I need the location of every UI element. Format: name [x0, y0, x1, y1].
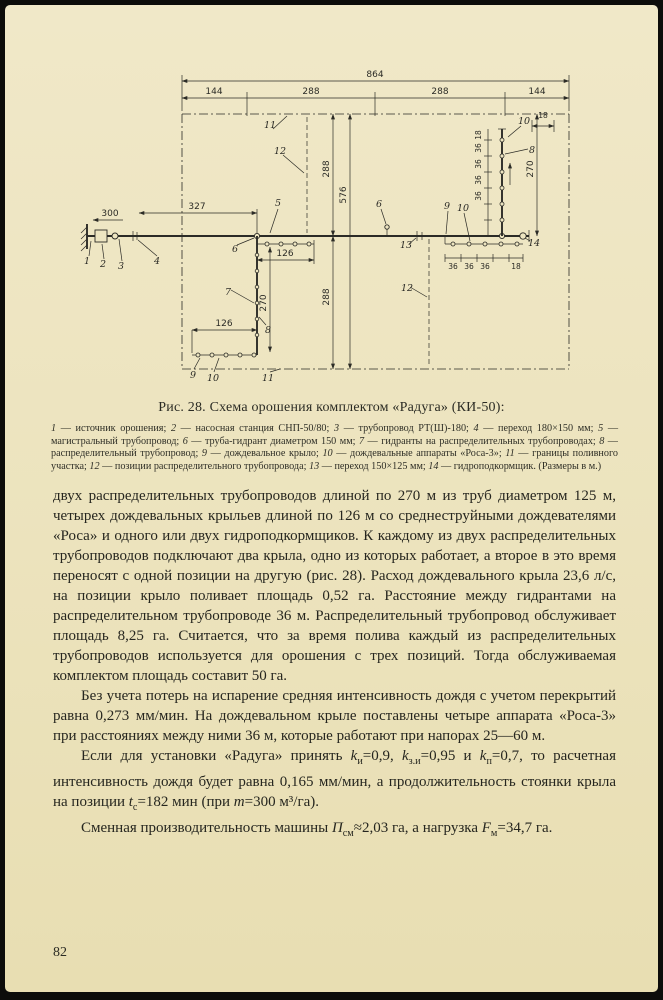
callout-12: 12 [400, 283, 414, 294]
dim-total-width: 864 [366, 70, 384, 80]
dimension-lines-right-lateral [474, 129, 492, 236]
dim-segment: 288 [431, 87, 449, 97]
dim-inlet: 300 [101, 209, 119, 219]
dim-segment: 288 [302, 87, 320, 97]
paragraph-4: Сменная производительность машины $П_{см}\approx 2,03$ га, а нагрузка $F_м=34,7$ га. [81, 820, 553, 840]
sprinkler-wing-right [445, 236, 523, 246]
callout-14: 14 [527, 238, 541, 249]
page-number: 82 [53, 945, 67, 960]
dim-left-upper: 288 [322, 160, 332, 178]
dim-full-height: 576 [339, 186, 349, 204]
dimension-lines-left [93, 202, 257, 233]
dim-left-lower: 288 [322, 288, 332, 306]
dim-right-height: 270 [526, 160, 536, 178]
callout-11: 11 [263, 120, 277, 131]
callout-9: 9 [189, 370, 197, 381]
paragraph-1: двух распределительных трубопроводов длиной по 270 м из труб диаметром 125 м, четырех дождевальных крыльев длиной по 126 м со среднеструйными дождевателями «Роса» и одного или двух гидроподкормщиков. К каждому из двух распределительных трубопроводов подключают два крыла, одно из которых работает, а второе в это время переносят с одной позиции на другую (рис. 28). Расход дождевального крыла 23,6 л/с, на позиции крыло поливает площадь 0,52 га. Расстояние между гидрантами на распределительном трубопроводе 36 м. Распределительный трубопровод обслуживает площадь 8,25 га. Считается, что за время полива каждый из распределительных трубопроводов используется для орошения с трех позиций. Тогда обслуживаемая комплектом площадь составит 50 га. [53, 488, 616, 685]
callout-7: 7 [224, 287, 232, 298]
dimension-lines-top [182, 70, 569, 116]
callout-6: 6 [231, 244, 239, 255]
callout-5: 5 [274, 198, 282, 209]
dim-segment: 144 [205, 87, 223, 97]
dim-spacing: 36 [474, 159, 483, 169]
callout-9: 9 [443, 201, 451, 212]
figure-legend: 1 — источник орошения; 2 — насосная станция СНП-50/80; 3 — трубопровод РТ(Ш)-180; 4 — переход 180×150 мм; 5 — магистральный трубопровод; 6 — труба-гидрант диаметром 150 мм; 7 — гидранты на распределительных трубопроводах; 8 — распределительный трубопровод; 9 — дождевальное крыло; 10 — дождевальные аппараты «Роса-3»; 11 — границы поливного участка; 12 — позиции распределительного трубопровода; 13 — переход 150×125 мм; 14 — гидроподкормщик. (Размеры в м.) [51, 423, 619, 472]
dim-wing-lower: 126 [215, 319, 233, 329]
callout-labels [84, 116, 540, 384]
dim-wing-upper: 126 [276, 249, 294, 259]
callout-1: 1 [83, 256, 91, 267]
dim-spacing: 36 [474, 191, 483, 201]
sprinkler-wing-upper [257, 242, 314, 246]
dim-spacing: 36 [448, 262, 458, 271]
callout-3: 3 [117, 261, 125, 272]
water-source [81, 224, 87, 251]
dimension-lines-lateral [192, 240, 314, 353]
body-text [53, 486, 616, 844]
dim-spacing: 18 [511, 262, 521, 271]
main-pipeline [87, 225, 529, 242]
dim-approach: 327 [188, 202, 206, 212]
callout-11: 11 [261, 373, 275, 384]
dim-spacing: 36 [480, 262, 490, 271]
dim-spacing: 18 [474, 130, 483, 140]
figure-caption: Рис. 28. Схема орошения комплектом «Радуга» (КИ-50): [158, 400, 505, 415]
callout-10: 10 [206, 373, 220, 384]
distribution-pipeline-right [498, 129, 510, 236]
callout-2: 2 [99, 259, 107, 270]
sprinkler-wing-lower [192, 353, 257, 357]
callout-10: 10 [517, 116, 531, 127]
dim-spacing: 36 [464, 262, 474, 271]
plot-boundary [182, 114, 569, 369]
callout-4: 4 [153, 256, 161, 267]
dimension-lines-right-wing [445, 254, 523, 271]
paragraph-3: Если для установки «Радуга» принять $k_и=0,9$, $k_{з.и}=0,95$ и $k_п=0,7$, то расчетная интенсивность дождя будет равна 0,165 мм/мин, а продолжительность стоянки крыла на позиции $t_с=182$ мин (при m=300 м³/га). [53, 748, 616, 814]
dim-spacing: 18 [538, 111, 548, 120]
irrigation-scheme-diagram [77, 57, 609, 393]
dim-spacing: 36 [474, 143, 483, 153]
callout-8: 8 [264, 325, 272, 336]
figure-28 [5, 57, 658, 473]
dim-lateral-length: 270 [259, 294, 269, 312]
page [5, 5, 658, 992]
dim-spacing: 36 [474, 175, 483, 185]
dimension-lines-vertical [322, 114, 537, 369]
paragraph-2: Без учета потерь на испарение средняя интенсивность дождя с учетом перекрытий равна 0,273 мм/мин. На дождевальном крыле поставлены четыре аппарата «Роса-3» при расстояниях между ними 36 м, которые работают при напорах 25—60 м. [53, 688, 616, 745]
callout-12: 12 [273, 146, 287, 157]
callout-6: 6 [375, 199, 383, 210]
dim-segment: 144 [528, 87, 546, 97]
callout-10: 10 [456, 203, 470, 214]
callout-8: 8 [528, 145, 536, 156]
callout-13: 13 [399, 240, 413, 251]
